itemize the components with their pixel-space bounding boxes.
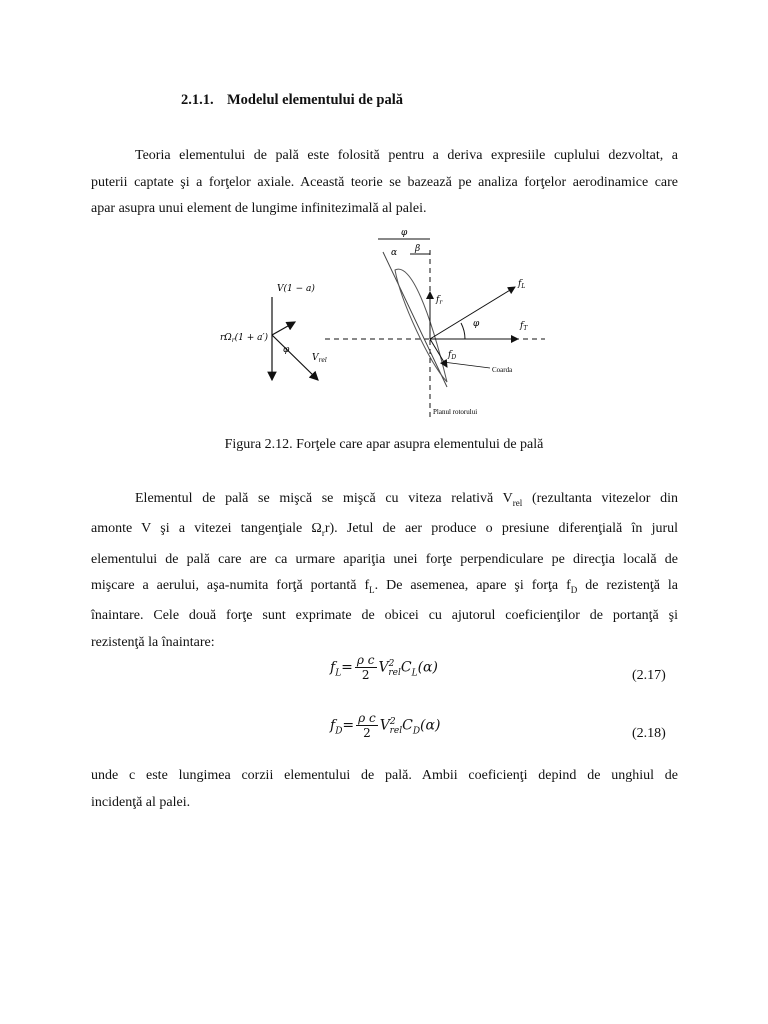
figure-blade-forces [215, 222, 555, 422]
label-fd: $f_D$ [448, 350, 457, 361]
text-line: rezistenţă la înaintare: [91, 634, 215, 650]
coarda-leader [443, 362, 490, 368]
label-beta: β [415, 244, 421, 254]
text-line: înaintare. Cele două forţe sunt exprimate de obicei cu ajutorul coeficienţilor de portanţă şi [91, 608, 678, 624]
equation-lift: $f_L=$ $\frac{\text{ρ c}}{2}$ $V^2_{rel}C_L(\alpha)$ [330, 653, 438, 682]
equation-drag: $f_D=$ $\frac{\text{ρ c}}{2}$ $V^2_{rel}C_D(\alpha)$ [330, 711, 441, 740]
lift-arrow [430, 287, 515, 339]
label-ft: $f_T$ [520, 321, 528, 332]
figure-caption: Figura 2.12. Forţele care apar asupra elementului de pală [224, 437, 544, 452]
text-line: apar asupra unui element de lungime infinitezimală al palei. [91, 201, 427, 216]
label-alpha: α [391, 248, 398, 258]
text-line: amonte V şi a vitezei tangenţiale $\Omega_rr$). Jetul de aer produce o presiune diferenţială în jurul [91, 521, 679, 539]
label-coarda: Coarda [492, 366, 513, 374]
section-number: 2.1.1. [181, 92, 214, 108]
label-phi-top: φ [401, 228, 408, 238]
airfoil-shape [395, 269, 447, 382]
label-planul-rotorului: Planul rotorului [433, 408, 478, 416]
text-line: mişcare a aerului, aşa-numita forţă portantă $f_L$. De asemenea, apare şi forţa $f_D$ de rezistenţă la [91, 578, 679, 595]
label-v1a: V(1 − a) [277, 284, 315, 294]
text-line: unde c este lungimea corzii elementului de pală. Ambii coeficienţi depind de unghiul de [91, 768, 678, 783]
drag-arrow [430, 339, 447, 367]
text-line: elementului de pală care are ca urmare apariţia unei forţe perpendiculare pe direcţia locală de [91, 551, 678, 567]
label-vrel: $V_{rel}$ [312, 353, 327, 364]
paragraph-intro [91, 143, 678, 223]
equation-number: (2.18) [632, 726, 666, 741]
label-romega: $r\Omega_r(1 + a')$ [220, 333, 269, 344]
equation-number: (2.17) [632, 668, 666, 683]
paragraph-conclusion [91, 763, 678, 816]
text-line: Elementul de pală se mişcă se mişcă cu viteza relativă $V_{rel}$ (rezultanta vitezelor din [135, 491, 678, 508]
label-fr: $f_r$ [436, 295, 443, 306]
text-line: incidenţă al palei. [91, 794, 191, 810]
label-phi-right: φ [473, 319, 480, 329]
text-line: puterii captate şi a forţelor axiale. Această teorie se bazează pe analiza forţelor aerodinamice care [91, 174, 678, 190]
section-title: Modelul elementului de pală [227, 92, 404, 108]
paragraph-forces [91, 486, 678, 656]
label-phi-left: φ [283, 345, 290, 355]
velocity-triangle [272, 297, 318, 380]
phi-arc [461, 323, 465, 339]
text-line: Teoria elementului de pală este folosită pentru a deriva expresiile cuplului dezvoltat, a [135, 148, 678, 163]
section-heading [181, 92, 403, 109]
chord-line [383, 252, 447, 387]
tangential-velocity-arrow [272, 322, 295, 335]
label-fl: $f_L$ [518, 279, 526, 290]
